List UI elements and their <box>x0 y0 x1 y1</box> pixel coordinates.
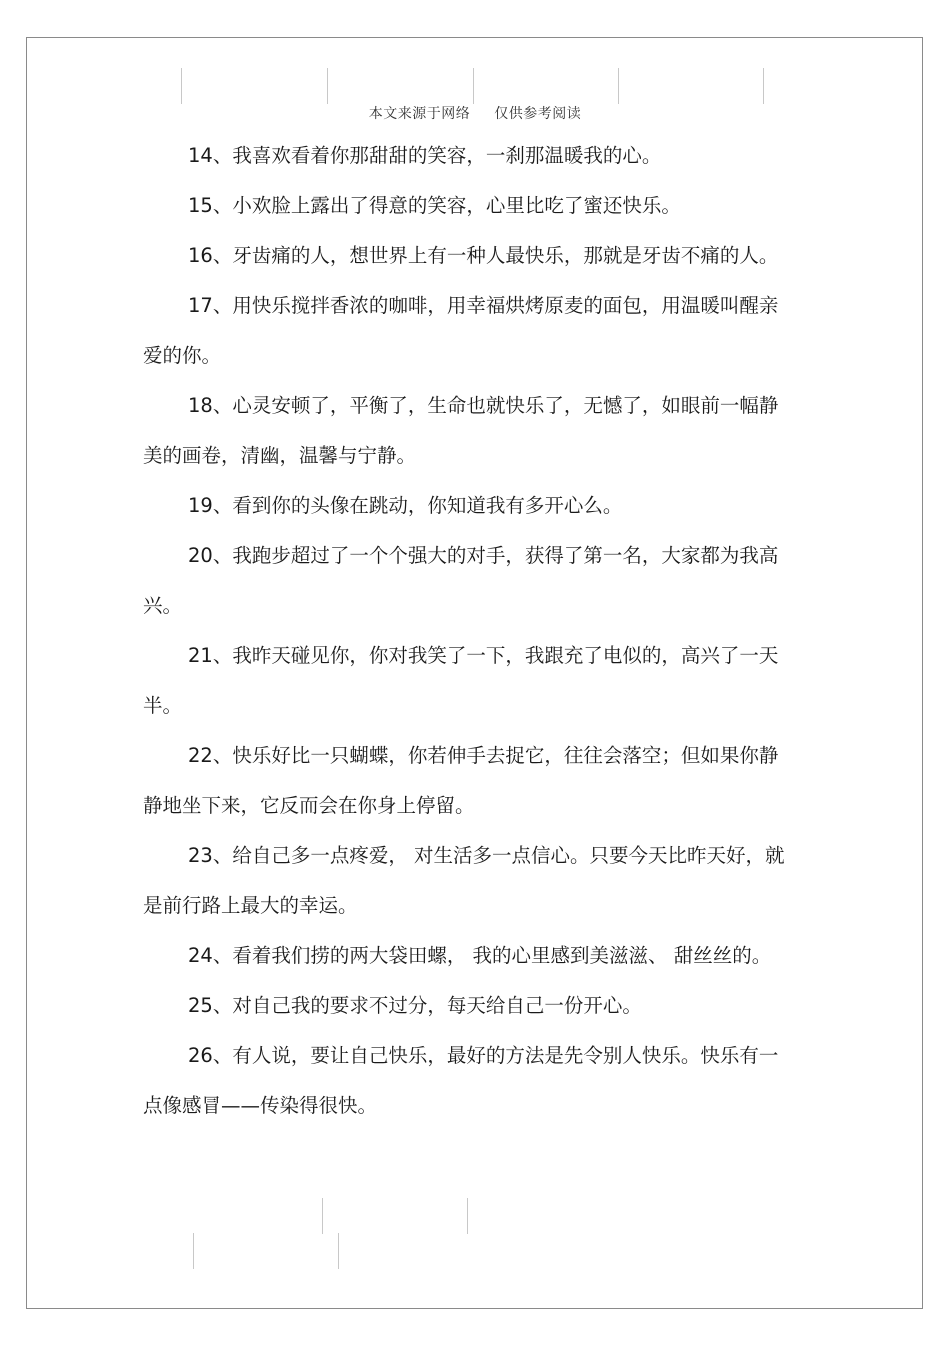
paragraph: 26、有人说，要让自己快乐，最好的方法是先令别人快乐。快乐有一点像感冒——传染得很快。 <box>143 1044 779 1117</box>
paragraph: 17、用快乐搅拌香浓的咖啡，用幸福烘烤原麦的面包，用温暖叫醒亲爱的你。 <box>143 294 779 367</box>
paragraph: 16、牙齿痛的人，想世界上有一种人最快乐，那就是牙齿不痛的人。 <box>188 244 779 267</box>
paragraph: 21、我昨天碰见你，你对我笑了一下，我跟充了电似的，高兴了一天半。 <box>143 644 779 717</box>
paragraph: 18、心灵安顿了，平衡了，生命也就快乐了，无憾了，如眼前一幅静美的画卷，清幽，温馨与宁静。 <box>143 394 779 467</box>
source-note: 本文来源于网络 <box>368 106 471 122</box>
document-body <box>143 131 793 1131</box>
footer-rule <box>193 1233 194 1269</box>
header-rule <box>181 68 182 104</box>
paragraph: 14、我喜欢看着你那甜甜的笑容，一刹那温暖我的心。 <box>188 144 662 167</box>
paragraph: 23、给自己多一点疼爱， 对生活多一点信心。只要今天比昨天好，就是前行路上最大的幸运。 <box>143 844 785 917</box>
header-rule <box>327 68 328 104</box>
paragraph: 15、小欢脸上露出了得意的笑容，心里比吃了蜜还快乐。 <box>188 194 681 217</box>
reference-note: 仅供参考阅读 <box>494 106 582 122</box>
paragraph: 22、快乐好比一只蝴蝶，你若伸手去捉它，往往会落空；但如果你静静地坐下来，它反而会在你身上停留。 <box>143 744 779 817</box>
header-rule <box>618 68 619 104</box>
header-rule <box>473 68 474 104</box>
paragraph: 25、对自己我的要求不过分，每天给自己一份开心。 <box>188 994 642 1017</box>
header-note <box>0 103 950 123</box>
paragraph: 24、看着我们捞的两大袋田螺， 我的心里感到美滋滋、 甜丝丝的。 <box>188 944 772 967</box>
paragraph: 20、我跑步超过了一个个强大的对手，获得了第一名，大家都为我高兴。 <box>143 544 779 617</box>
header-rule <box>763 68 764 104</box>
paragraph: 19、看到你的头像在跳动，你知道我有多开心么。 <box>188 494 623 517</box>
footer-rule <box>322 1198 323 1234</box>
footer-rule <box>467 1198 468 1234</box>
footer-rule <box>338 1233 339 1269</box>
